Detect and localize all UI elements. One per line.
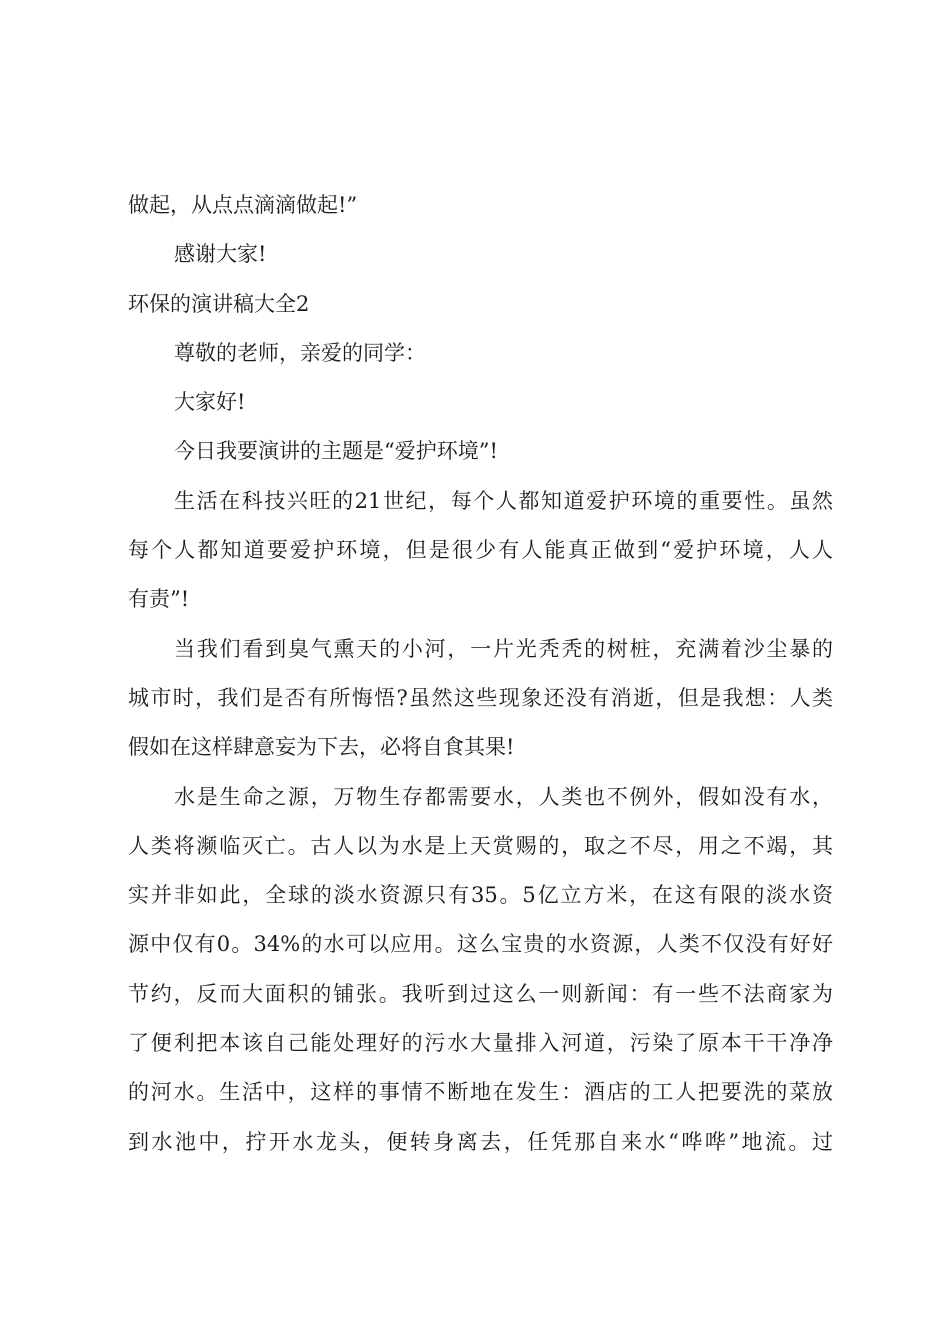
text-line: 每个人都知道要爱护环境，但是很少有人能真正做到“爱护环境，人人 (128, 538, 833, 563)
document-body (128, 181, 833, 1167)
text-line: 到水池中，拧开水龙头，便转身离去，任凭那自来水“哗哗”地流。过 (128, 1129, 833, 1154)
text-line: 假如在这样肆意妄为下去，必将自食其果! (128, 735, 515, 760)
text-line: 人类将濒临灭亡。古人以为水是上天赏赐的，取之不尽，用之不竭，其 (128, 833, 833, 858)
text-line: 有责”! (128, 587, 190, 612)
text-line: 大家好! (174, 390, 246, 415)
text-line: 尊敬的老师，亲爱的同学： (174, 340, 426, 365)
text-line: 当我们看到臭气熏天的小河，一片光秃秃的树桩，充满着沙尘暴的 (174, 636, 833, 661)
text-line: 感谢大家! (174, 242, 267, 267)
text-line: 了便利把本该自己能处理好的污水大量排入河道，污染了原本干干净净 (128, 1031, 833, 1056)
text-line: 实并非如此，全球的淡水资源只有35。5亿立方米，在这有限的淡水资 (128, 883, 833, 908)
text-line: 的河水。生活中，这样的事情不断地在发生：酒店的工人把要洗的菜放 (128, 1080, 833, 1105)
text-line: 今日我要演讲的主题是“爱护环境”! (174, 439, 498, 464)
text-line: 水是生命之源，万物生存都需要水，人类也不例外，假如没有水， (174, 784, 833, 809)
text-line: 节约，反而大面积的铺张。我听到过这么一则新闻：有一些不法商家为 (128, 981, 833, 1006)
text-line: 城市时，我们是否有所悔悟?虽然这些现象还没有消逝，但是我想：人类 (128, 685, 833, 710)
text-line: 环保的演讲稿大全2 (128, 291, 310, 316)
text-line: 生活在科技兴旺的21世纪，每个人都知道爱护环境的重要性。虽然 (174, 488, 833, 513)
text-line: 源中仅有0。34%的水可以应用。这么宝贵的水资源，人类不仅没有好好 (128, 932, 833, 957)
text-line: 做起，从点点滴滴做起!” (128, 193, 358, 217)
